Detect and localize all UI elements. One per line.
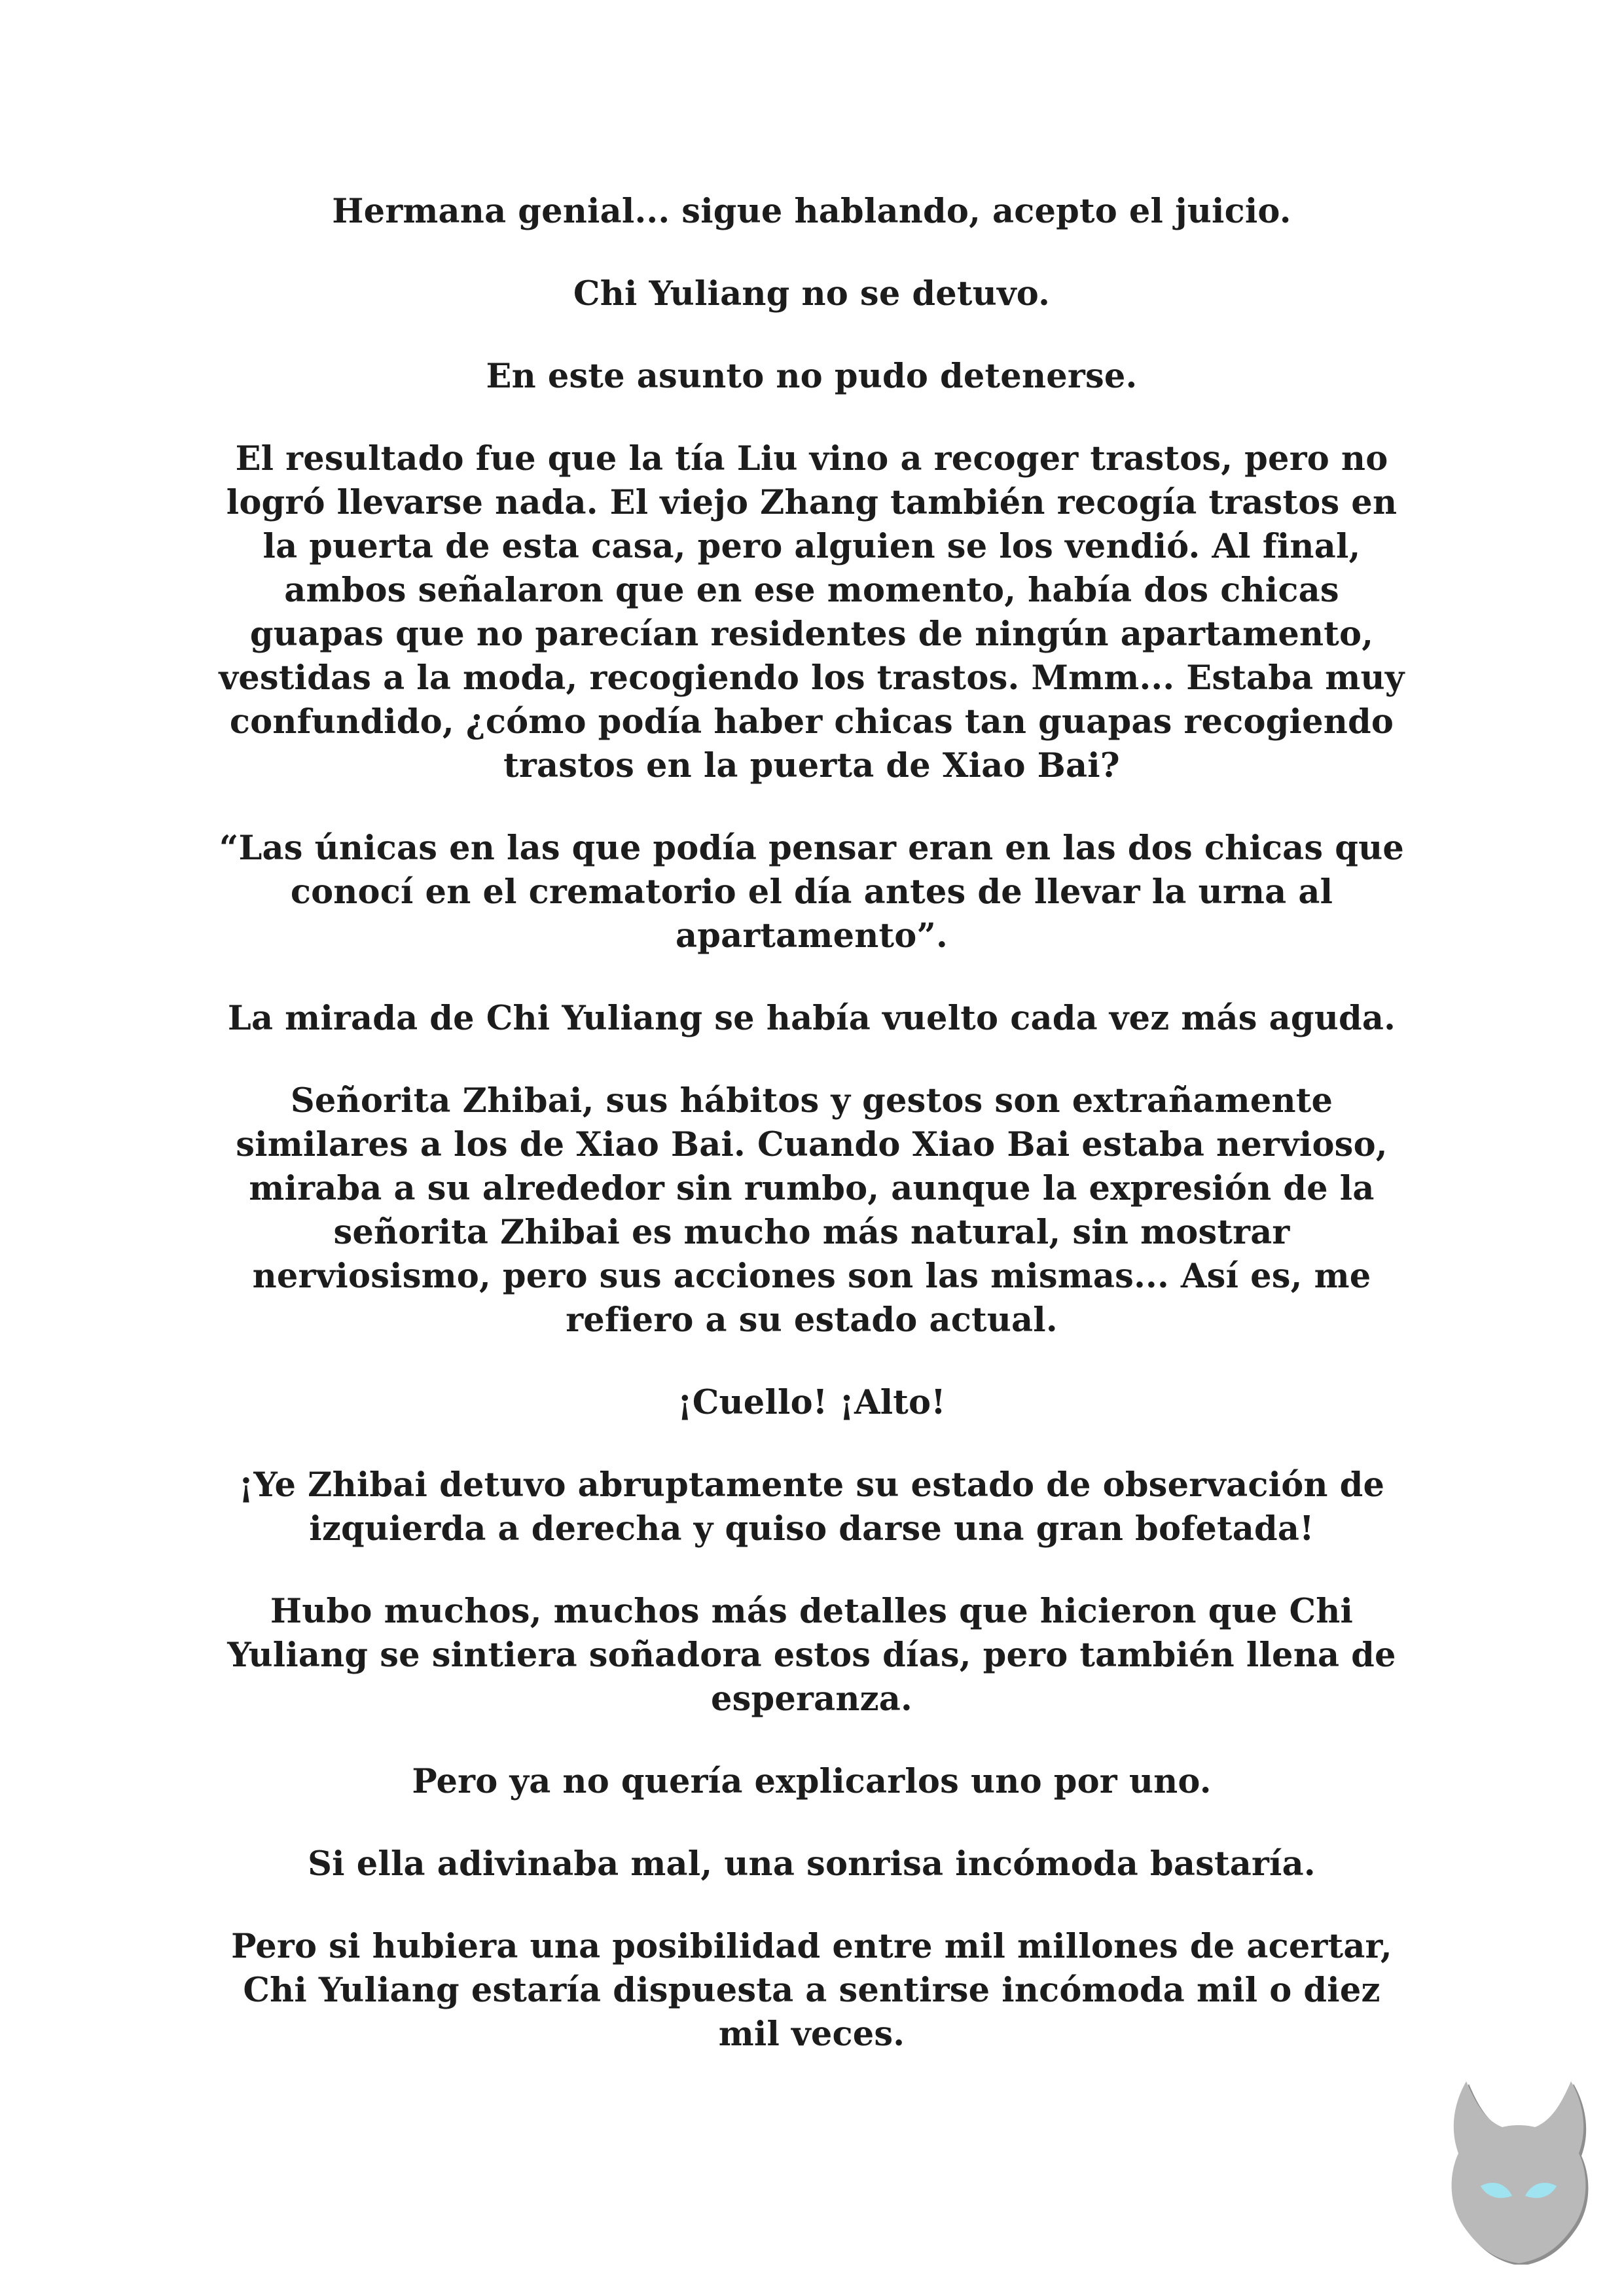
paragraph: ¡Ye Zhibai detuvo abruptamente su estado de observación de izquierda a derecha y quiso darse una gran bofetada! xyxy=(238,1465,1385,1549)
paragraph: La mirada de Chi Yuliang se había vuelto cada vez más aguda. xyxy=(227,999,1396,1038)
paragraph: Pero si hubiera una posibilidad entre mil millones de acertar, Chi Yuliang estaría dispuesta a sentirse incómoda mil o diez mil veces. xyxy=(231,1927,1392,2054)
paragraph: ¡Cuello! ¡Alto! xyxy=(677,1383,946,1422)
paragraph: “Las únicas en las que podía pensar eran en las dos chicas que conocí en el crematorio el día antes de llevar la urna al apartamento”. xyxy=(219,829,1405,956)
paragraph: El resultado fue que la tía Liu vino a recoger trastos, pero no logró llevarse nada. El viejo Zhang también recogía trastos en la puerta de esta casa, pero alguien se los vendió. Al final, ambos señalaron que en ese momento, había dos chicas guapas que no parecían residentes de ningún apartamento, vestidas a la moda, recogiendo los trastos. Mmm... Estaba muy confundido, ¿cómo podía haber chicas tan guapas recogiendo trastos en la puerta de Xiao Bai? xyxy=(219,439,1405,785)
paragraph: En este asunto no pudo detenerse. xyxy=(486,357,1138,396)
paragraph: Hermana genial... sigue hablando, acepto el juicio. xyxy=(332,192,1291,231)
paragraph: Pero ya no quería explicarlos uno por uno. xyxy=(412,1762,1212,1801)
demon-head-icon xyxy=(1440,2075,1597,2265)
paragraph: Si ella adivinaba mal, una sonrisa incómoda bastaría. xyxy=(308,1844,1316,1884)
paragraph: Chi Yuliang no se detuvo. xyxy=(573,274,1051,314)
paragraph: Hubo muchos, muchos más detalles que hicieron que Chi Yuliang se sintiera soñadora estos días, pero también llena de esperanza. xyxy=(227,1592,1396,1719)
paragraph: Señorita Zhibai, sus hábitos y gestos son extrañamente similares a los de Xiao Bai. Cuando Xiao Bai estaba nervioso, miraba a su alrededor sin rumbo, aunque la expresión de la señorita Zhibai es mucho más natural, sin mostrar nerviosismo, pero sus acciones son las mismas... Así es, me refiero a su estado actual. xyxy=(236,1081,1388,1340)
document-body xyxy=(216,190,1407,2095)
logo-head xyxy=(1452,2081,1586,2263)
